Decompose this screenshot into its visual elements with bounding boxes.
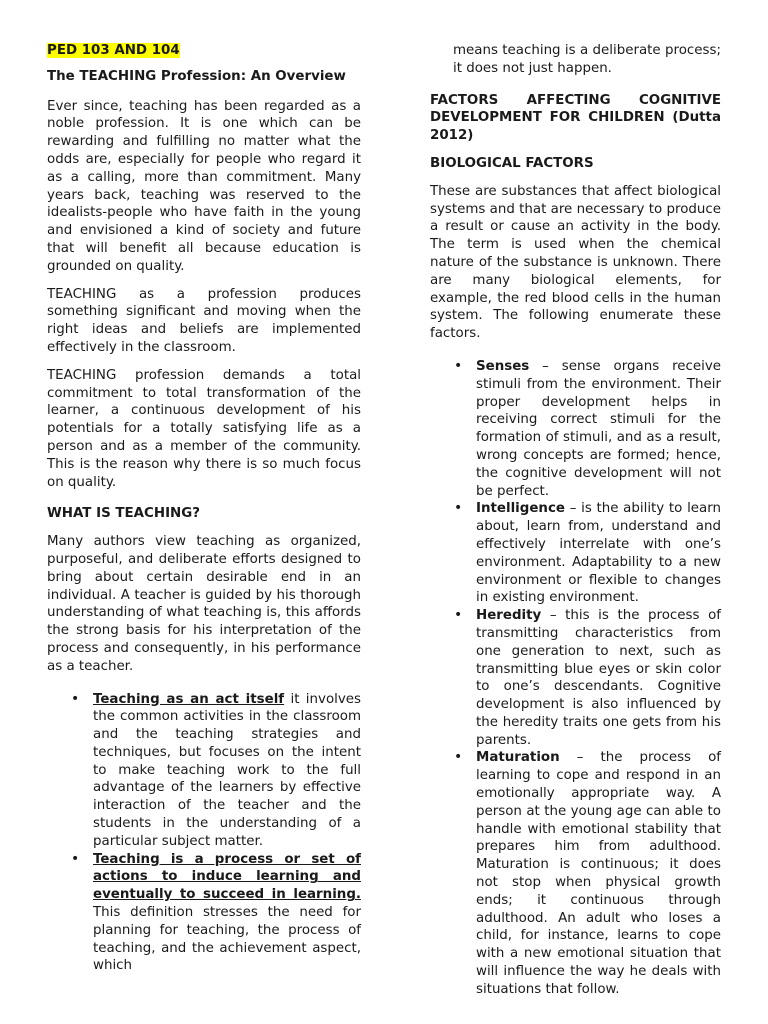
list-item [454,607,721,749]
bullet-term: Intelligence [476,501,565,517]
heading-biological-factors: BIOLOGICAL FACTORS [430,155,594,171]
paragraph-teaching-demands: TEACHING profession demands a total commitment to total transformation of the learner, a continuous development of his potentials for a totally satisfying life as a person and as a member of the community. This is the reason why there is so much focus on quality. [47,367,361,490]
paragraph-continuation: means teaching is a deliberate process; it does not just happen. [453,43,721,76]
bullet-text: This definition stresses the need for planning for teaching, the process of teaching, and the achievement aspect, which [93,905,361,974]
course-code: PED 103 AND 104 [47,43,180,58]
bullet-term: Heredity [476,608,542,624]
bullet-icon: • [71,690,80,707]
list-item [454,749,721,998]
list-item [454,357,721,500]
bullet-text: – this is the process of transmitting characteristics from one generation to next, such as transmitting blue eyes or skin color to one’s descendants. Cognitive development is also influenced by the heredity traits one gets from his parents. [476,608,721,748]
paragraph-noble-profession: Ever since, teaching has been regarded as a noble profession. It is one which can be rewarding and fulfilling no matter what the odds are, especially for people who regard it as a calling, more than commitment. Many years back, teaching was reserved to the idealists-people who have faith in the young and envisioned a kind of society and future that will benefit all because education is grounded on quality. [47,98,361,274]
bullet-text: – is the ability to learn about, learn from, understand and effectively interrelate with one’s environment. Adaptability to a new environment or flexible to changes in existing environment. [476,501,721,606]
teaching-definitions-list [71,690,361,976]
bullet-icon: • [454,607,463,624]
bullet-icon: • [454,749,463,766]
bullet-text: – the process of learning to cope and respond in an emotionally appropriate way. A person at the young age can able to handle with emotional stability that prepares him from adulthood. Maturation is continuous; it does not stop when physical growth ends; it continuous through adulthood. An adult who loses a child, for instance, learns to cope with a new emotional situation that will influence the way he deals with situations that follow. [476,750,721,997]
bullet-term: Teaching is a process or set of actions to induce learning and eventually to succeed in learning. [93,851,361,903]
right-column [430,42,721,999]
bullet-icon: • [454,357,463,374]
heading-cognitive-factors: FACTORS AFFECTING COGNITIVE DEVELOPMENT FOR CHILDREN (Dutta 2012) [430,92,721,144]
bullet-term: Teaching as an act itself [93,691,285,707]
paragraph-biological-intro: These are substances that affect biological systems and that are necessary to produce a result or cause an activity in the body. The term is used when the chemical nature of the substance is unknown. There are many biological elements, for example, the red blood cells in the human system. The following enumerate these factors. [430,183,721,342]
heading-what-is-teaching: WHAT IS TEACHING? [47,506,201,522]
bullet-term: Senses [476,358,530,374]
paragraph-authors-view: Many authors view teaching as organized, purposeful, and deliberate efforts designed to bring about certain desirable end in an individual. A teacher is guided by his thorough understanding of what teaching is, this affords the strong basis for his interpretation of the process and consequently, in his performance as a teacher. [47,534,361,674]
document-title: The TEACHING Profession: An Overview [47,68,346,84]
biological-factors-list [454,357,721,999]
bullet-term: Maturation [476,750,560,766]
bullet-text: – sense organs receive stimuli from the environment. Their proper development helps in receiving correct stimuli for the formation of stimuli, and as a result, wrong concepts are formed; hence, the cognitive development will not be perfect. [476,358,721,499]
paragraph-teaching-produces: TEACHING as a profession produces something significant and moving when the right ideas and beliefs are implemented effectively in the classroom. [47,286,361,355]
list-item [71,690,361,851]
bullet-icon: • [71,850,80,867]
list-item [71,850,361,976]
bullet-text: it involves the common activities in the classroom and the teaching strategies and techniques, but focuses on the intent to make teaching work to the full advantage of the learners by effective interaction of the teacher and the students in the understanding of a particular subject matter. [93,691,361,849]
list-item [454,500,721,607]
left-column [47,42,361,975]
bullet-icon: • [454,500,463,517]
